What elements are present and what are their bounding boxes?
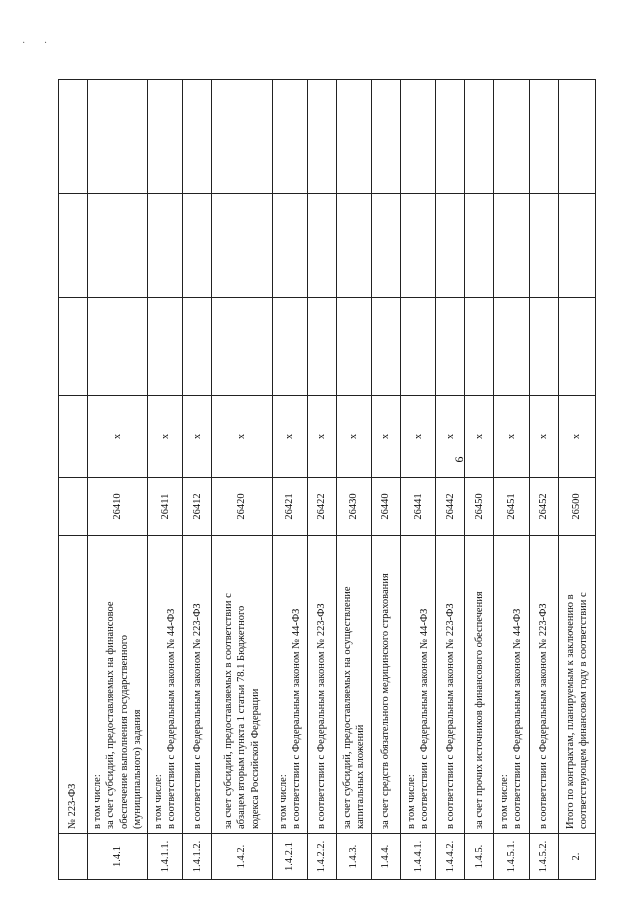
year-code-cell: x [88, 396, 148, 478]
amount-cell [272, 80, 307, 194]
description-line: в соответствии с Федеральным законом № 44-ФЗ [419, 608, 431, 829]
row-number: 1.4.2. [212, 834, 272, 880]
amount-cell [436, 80, 465, 194]
row-number [59, 834, 88, 880]
row-number: 1.4.4. [372, 834, 401, 880]
amount-cell [494, 194, 529, 298]
description-line: № 223-ФЗ [67, 783, 79, 829]
amount-cell [183, 298, 212, 396]
amount-cell [465, 80, 494, 194]
row-code: 26412 [183, 478, 212, 536]
amount-cell [336, 80, 371, 194]
description-line: за счет субсидий, предоставляемых на осуществление [341, 586, 353, 829]
amount-cell [272, 194, 307, 298]
row-code: 26411 [148, 478, 183, 536]
description-line: в том числе: [499, 774, 511, 829]
amount-cell [272, 298, 307, 396]
description-line: в том числе: [277, 774, 289, 829]
amount-cell [372, 194, 401, 298]
year-code-cell: x [465, 396, 494, 478]
amount-cell [148, 80, 183, 194]
row-description [401, 536, 436, 834]
row-description [59, 536, 88, 834]
description-line: обеспечение выполнения государственного [118, 635, 130, 829]
row-code: 26452 [529, 478, 558, 536]
amount-cell [148, 298, 183, 396]
table-row [148, 80, 183, 880]
row-number: 1.4.2.2. [307, 834, 336, 880]
table-row [212, 80, 272, 880]
row-description [272, 536, 307, 834]
amount-cell [59, 80, 88, 194]
row-description [529, 536, 558, 834]
description-line: в том числе: [92, 774, 104, 829]
year-code-cell: x [212, 396, 272, 478]
year-code-cell: x [401, 396, 436, 478]
year-code-cell: x [183, 396, 212, 478]
table-row [183, 80, 212, 880]
row-description [436, 536, 465, 834]
table-row [372, 80, 401, 880]
row-code: 26451 [494, 478, 529, 536]
description-line: в том числе: [406, 774, 417, 829]
procurement-table [58, 79, 596, 880]
row-description [558, 536, 595, 834]
row-description [336, 536, 371, 834]
description-line: за счет субсидий, предоставляемых на финансовое [105, 601, 117, 829]
row-description [88, 536, 148, 834]
amount-cell [88, 298, 148, 396]
scan-marks: · · [22, 38, 56, 49]
page-number: 9 [452, 456, 467, 463]
description-line: в соответствии с Федеральным законом № 223-ФЗ [444, 603, 456, 829]
description-line: в соответствии с Федеральным законом № 223-ФЗ [316, 603, 328, 829]
amount-cell [436, 298, 465, 396]
amount-cell [494, 80, 529, 194]
description-line: за счет субсидий, предоставляемых в соответствии с [223, 593, 235, 829]
row-description [148, 536, 183, 834]
amount-cell [212, 298, 272, 396]
table-row [272, 80, 307, 880]
description-line: в соответствии с Федеральным законом № 223-ФЗ [537, 603, 549, 829]
amount-cell [529, 194, 558, 298]
amount-cell [558, 298, 595, 396]
description-line: в соответствии с Федеральным законом № 44-ФЗ [166, 608, 178, 829]
table-row [307, 80, 336, 880]
row-number: 1.4.1.2. [183, 834, 212, 880]
amount-cell [401, 194, 436, 298]
amount-cell [558, 80, 595, 194]
description-line: в соответствии с Федеральным законом № 223-ФЗ [191, 603, 203, 829]
amount-cell [183, 194, 212, 298]
year-code-cell [59, 396, 88, 478]
row-code: 26441 [401, 478, 436, 536]
row-code: 26421 [272, 478, 307, 536]
table-row [88, 80, 148, 880]
amount-cell [401, 298, 436, 396]
row-description [307, 536, 336, 834]
row-description [465, 536, 494, 834]
amount-cell [307, 298, 336, 396]
description-line: Итого по контрактам, планируемым к заключению в [564, 594, 576, 829]
description-line: за счет средств обязательного медицинского страхования [380, 573, 392, 829]
year-code-cell: x [272, 396, 307, 478]
description-line: соответствующем финансовом году в соответствии с [577, 592, 589, 829]
row-code: 26422 [307, 478, 336, 536]
rotated-table-container [58, 80, 596, 880]
row-description [183, 536, 212, 834]
year-code-cell: x [494, 396, 529, 478]
amount-cell [212, 194, 272, 298]
row-number: 1.4.5.1. [494, 834, 529, 880]
row-code: 26442 [436, 478, 465, 536]
amount-cell [465, 194, 494, 298]
table-body [59, 80, 596, 880]
year-code-cell: x [336, 396, 371, 478]
year-code-cell: x [307, 396, 336, 478]
row-code: 26450 [465, 478, 494, 536]
year-code-cell: x [372, 396, 401, 478]
year-code-cell: x [436, 396, 465, 478]
row-code: 26410 [88, 478, 148, 536]
table-row [436, 80, 465, 880]
year-code-cell: x [558, 396, 595, 478]
amount-cell [59, 194, 88, 298]
description-line: в соответствии с Федеральным законом № 44-ФЗ [512, 608, 524, 829]
row-number: 1.4.4.2. [436, 834, 465, 880]
amount-cell [336, 298, 371, 396]
row-code: 26420 [212, 478, 272, 536]
amount-cell [436, 194, 465, 298]
row-number: 1.4.1 [88, 834, 148, 880]
row-code [59, 478, 88, 536]
table-row [494, 80, 529, 880]
row-code: 26430 [336, 478, 371, 536]
row-number: 1.4.5. [465, 834, 494, 880]
amount-cell [88, 80, 148, 194]
amount-cell [401, 80, 436, 194]
row-code: 26440 [372, 478, 401, 536]
amount-cell [529, 80, 558, 194]
amount-cell [372, 298, 401, 396]
amount-cell [307, 194, 336, 298]
amount-cell [465, 298, 494, 396]
amount-cell [336, 194, 371, 298]
amount-cell [183, 80, 212, 194]
row-number: 1.4.4.1. [401, 834, 436, 880]
year-code-cell: x [529, 396, 558, 478]
row-description [494, 536, 529, 834]
description-line: (муниципального) задания [131, 709, 143, 829]
amount-cell [88, 194, 148, 298]
row-code: 26500 [558, 478, 595, 536]
row-number: 1.4.5.2. [529, 834, 558, 880]
amount-cell [212, 80, 272, 194]
row-number: 1.4.2.1 [272, 834, 307, 880]
amount-cell [148, 194, 183, 298]
description-line: за счет прочих источников финансового обеспечения [473, 591, 485, 829]
amount-cell [307, 80, 336, 194]
table-row [529, 80, 558, 880]
row-number: 2. [558, 834, 595, 880]
description-line: капитальных вложений [354, 724, 366, 829]
amount-cell [558, 194, 595, 298]
amount-cell [529, 298, 558, 396]
description-line: абзацем вторым пункта 1 статьи 78.1 Бюджетного [236, 605, 248, 829]
year-code-cell: x [148, 396, 183, 478]
amount-cell [59, 298, 88, 396]
table-row [465, 80, 494, 880]
row-description [212, 536, 272, 834]
table-row [59, 80, 88, 880]
row-number: 1.4.1.1. [148, 834, 183, 880]
table-row [558, 80, 595, 880]
row-description [372, 536, 401, 834]
table-row [336, 80, 371, 880]
amount-cell [372, 80, 401, 194]
description-line: в том числе: [153, 774, 165, 829]
table-row [401, 80, 436, 880]
row-number: 1.4.3. [336, 834, 371, 880]
description-line: в соответствии с Федеральным законом № 44-ФЗ [290, 608, 302, 829]
description-line: кодекса Российской Федерации [249, 688, 261, 829]
amount-cell [494, 298, 529, 396]
